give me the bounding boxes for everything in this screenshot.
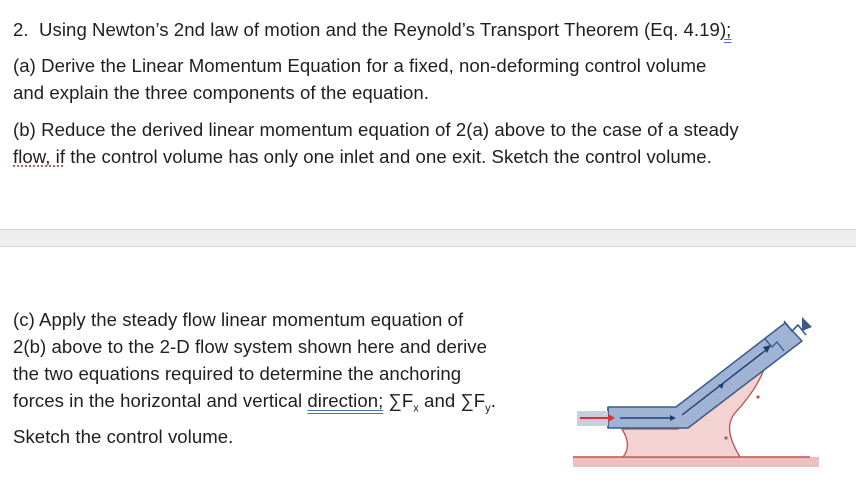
part-c-line: forces in the horizontal and vertical direction; $\sum F_x$ and $\sum F_y$. — [13, 390, 496, 415]
pipe-bend-flow-diagram-icon — [570, 305, 822, 475]
part-b-line: (b) Reduce the derived linear momentum equation of 2(a) above to the case of a steady — [13, 119, 739, 140]
grammar-flag[interactable]: ); — [719, 19, 732, 40]
part-a — [13, 52, 706, 106]
part-b-line: flow, if the control volume has only one inlet and one exit. Sketch the control volume. — [13, 146, 712, 167]
anchor-marker — [756, 395, 759, 398]
grammar-flag[interactable]: direction; — [307, 390, 384, 411]
page-upper — [0, 0, 856, 229]
pipe-body — [608, 323, 802, 428]
part-a-line: and explain the three components of the equation. — [13, 82, 429, 103]
part-c-line: the two equations required to determine the anchoring — [13, 363, 462, 384]
question-heading — [13, 16, 731, 43]
part-c — [13, 306, 496, 450]
part-b — [13, 116, 739, 170]
pipe-bend-figure — [570, 305, 822, 475]
part-c-line: 2(b) above to the 2-D flow system shown here and derive — [13, 336, 488, 357]
ground-base — [573, 457, 819, 467]
part-c-line: Sketch the control volume. — [13, 425, 234, 447]
part-a-line: (a) Derive the Linear Momentum Equation for a fixed, non-deforming control volume — [13, 55, 707, 76]
exit-arrow-icon — [802, 317, 812, 331]
spelling-flag[interactable]: flow, if — [13, 146, 66, 167]
part-c-line: (c) Apply the steady flow linear momentum equation of — [13, 309, 464, 330]
anchor-marker — [724, 436, 727, 439]
question-number: 2. — [13, 19, 29, 40]
page-break — [0, 229, 856, 247]
question-intro: Using Newton’s 2nd law of motion and the Reynold’s Transport Theorem (Eq. 4.19 — [39, 19, 720, 40]
